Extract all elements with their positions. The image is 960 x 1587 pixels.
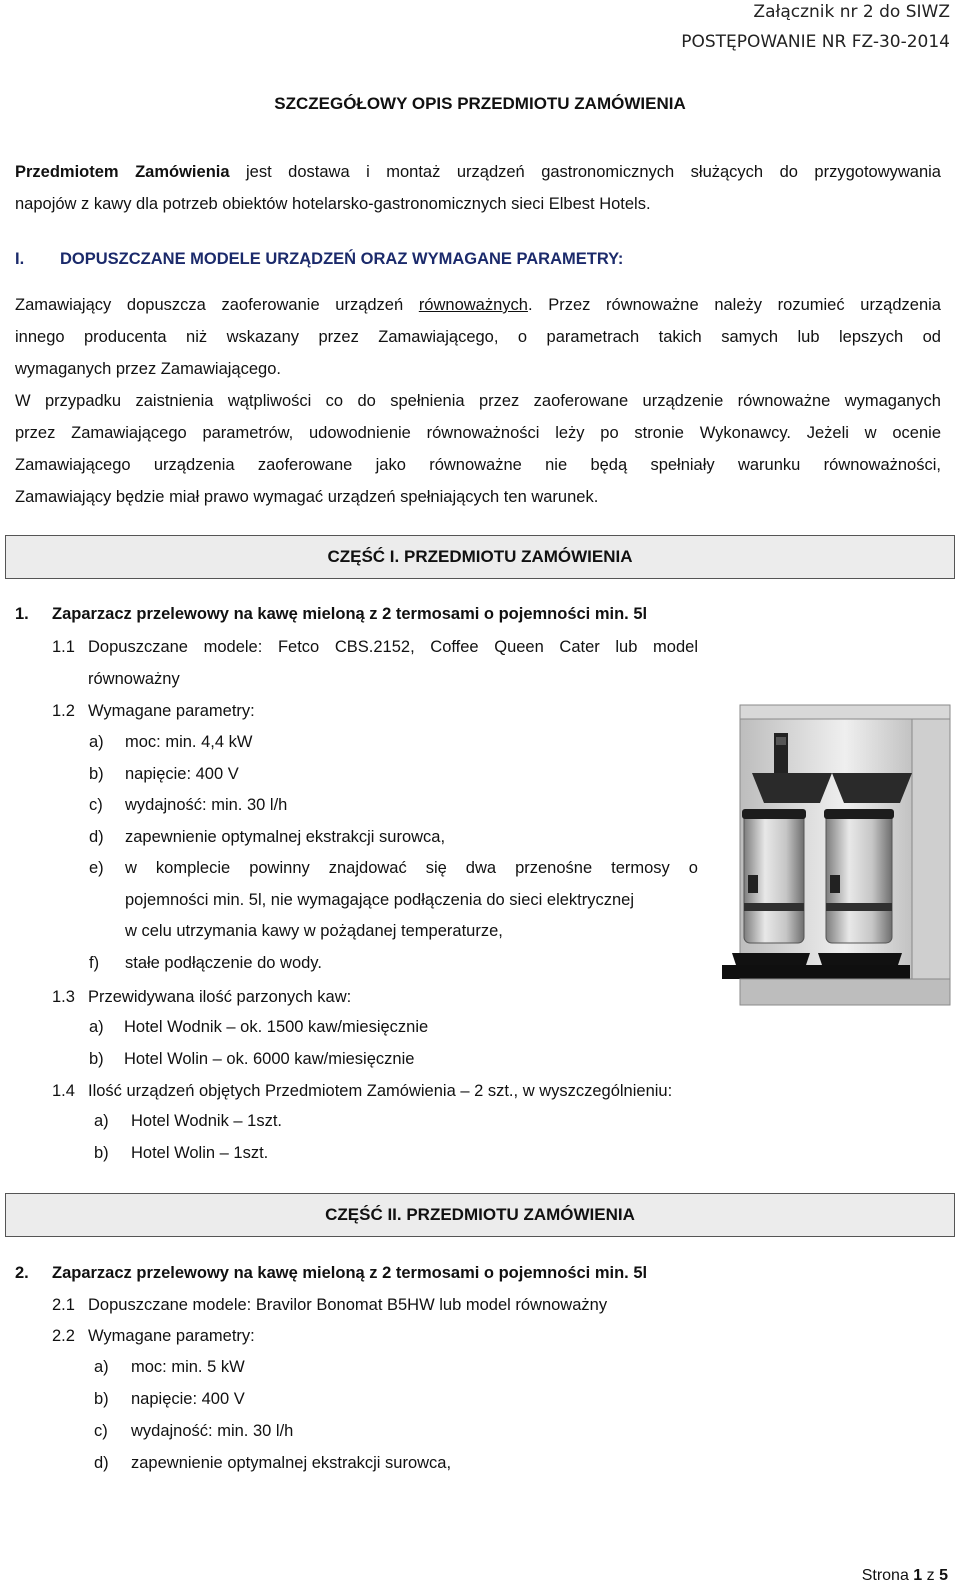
equivalence-para-line-1 [15, 296, 941, 315]
part-2-banner [5, 1193, 955, 1237]
item-1-number: 1. [15, 605, 29, 623]
sub-1-1-number: 1.1 [52, 638, 75, 656]
footer-text: z [922, 1567, 940, 1584]
doubt-para-line-3: Zamawiającego urządzenia zaoferowane jako równoważne nie będą spełniały warunku równoważności, [15, 456, 941, 474]
list-item-marker: d) [94, 1454, 109, 1472]
equivalence-para-line-3: wymaganych przez Zamawiającego. [15, 360, 281, 378]
sub-2-1-text: Dopuszczane modele: Bravilor Bonomat B5HW lub model równoważny [88, 1296, 608, 1314]
list-item-text: w celu utrzymania kawy w pożądanej temperaturze, [125, 922, 503, 940]
list-item-text: Hotel Wolin – 1szt. [131, 1144, 269, 1162]
list-item-marker: a) [94, 1358, 109, 1376]
part-2-banner-text: CZĘŚĆ II. PRZEDMIOTU ZAMÓWIENIA [325, 1205, 635, 1224]
list-item-text: Hotel Wodnik – ok. 1500 kaw/miesięcznie [124, 1018, 429, 1036]
list-item-marker: a) [89, 733, 104, 751]
procedure-number: POSTĘPOWANIE NR FZ-30-2014 [681, 32, 950, 52]
doubt-para-line-2: przez Zamawiającego parametrów, udowodnienie równoważności leży po stronie Wykonawcy. Jeżeli w ocenie [15, 424, 941, 442]
list-item-marker: b) [89, 764, 104, 783]
item-2-heading: Zaparzacz przelewowy na kawę mieloną z 2 termosami o pojemności min. 5l [52, 1264, 648, 1282]
page-total: 5 [939, 1567, 948, 1584]
list-item-text: moc: min. 4,4 kW [125, 733, 253, 751]
list-item-text: stałe podłączenie do wody. [125, 953, 322, 972]
list-item-text: Hotel Wodnik – 1szt. [131, 1112, 283, 1130]
sub-2-2-number: 2.2 [52, 1327, 75, 1345]
sub-1-3-text: Przewidywana ilość parzonych kaw: [88, 988, 352, 1006]
intro-line-2: napojów z kawy dla potrzeb obiektów hotelarsko-gastronomicznych sieci Elbest Hotels. [15, 195, 651, 213]
list-item-marker: b) [94, 1390, 109, 1408]
list-item-text: napięcie: 400 V [131, 1390, 245, 1408]
sub-1-1-line-1: Dopuszczane modele: Fetco CBS.2152, Coffee Queen Cater lub model [88, 638, 698, 656]
text-fragment: . Przez równoważne należy rozumieć urządzenia [527, 296, 941, 314]
list-item-marker: b) [94, 1144, 109, 1162]
list-item-marker: d) [89, 827, 104, 846]
list-item-marker: f) [89, 953, 100, 972]
section-number: I. [15, 250, 25, 268]
list-item-marker: a) [89, 1018, 104, 1036]
sub-2-2-text: Wymagane parametry: [88, 1327, 255, 1345]
doubt-para-line-4: Zamawiający będzie miał prawo wymagać urządzeń spełniających ten warunek. [15, 488, 599, 506]
list-item-text: w komplecie powinny znajdować się dwa przenośne termosy o [125, 859, 698, 877]
list-item-text: pojemności min. 5l, nie wymagające podłączenia do sieci elektrycznej [125, 890, 635, 909]
item-2-number: 2. [15, 1264, 29, 1282]
doubt-para-line-1: W przypadku zaistnienia wątpliwości co do spełnienia przez zaoferowane urządzenie równoważne wymaganych [15, 392, 941, 410]
list-item-text: Hotel Wolin – ok. 6000 kaw/miesięcznie [124, 1050, 415, 1068]
list-item-text: wydajność: min. 30 l/h [131, 1422, 294, 1440]
intro-rest: jest dostawa i montaż urządzeń gastronomicznych służących do przygotowywania [229, 163, 941, 181]
intro-line-1 [15, 163, 941, 182]
attachment-label: Załącznik nr 2 do SIWZ [753, 2, 950, 22]
footer-text: Strona [861, 1567, 914, 1584]
coffee-brewer-image [722, 703, 954, 1015]
list-item-text: zapewnienie optymalnej ekstrakcji surowca, [131, 1454, 452, 1472]
underlined-term: równoważnych [418, 296, 528, 314]
sub-2-1-number: 2.1 [52, 1296, 75, 1314]
equivalence-para-line-2: innego producenta niż wskazany przez Zamawiającego, o parametrach takich samych lub lepszych od [15, 328, 941, 346]
sub-1-3-number: 1.3 [52, 988, 75, 1006]
part-1-banner-text: CZĘŚĆ I. PRZEDMIOTU ZAMÓWIENIA [327, 547, 633, 566]
section-heading: DOPUSZCZANE MODELE URZĄDZEŃ ORAZ WYMAGANE PARAMETRY: [60, 250, 624, 268]
sub-1-4-number: 1.4 [52, 1082, 75, 1100]
text-fragment: Zamawiający dopuszcza zaoferowanie urządzeń [15, 296, 419, 314]
list-item-marker: c) [89, 796, 103, 814]
document-title: SZCZEGÓŁOWY OPIS PRZEDMIOTU ZAMÓWIENIA [274, 94, 686, 113]
sub-1-1-line-2: równoważny [88, 670, 180, 688]
item-1-heading: Zaparzacz przelewowy na kawę mieloną z 2 termosami o pojemności min. 5l [52, 605, 648, 623]
part-1-banner [5, 535, 955, 579]
page-number: 1 [913, 1567, 923, 1584]
intro-lead: Przedmiotem Zamówienia [15, 163, 230, 181]
list-item-text: napięcie: 400 V [125, 764, 239, 783]
list-item-marker: b) [89, 1050, 104, 1068]
list-item-text: zapewnienie optymalnej ekstrakcji surowca, [125, 827, 446, 846]
list-item-marker: e) [89, 859, 104, 877]
list-item-marker: a) [94, 1112, 109, 1130]
list-item-marker: c) [94, 1422, 108, 1440]
sub-1-4-text: Ilość urządzeń objętych Przedmiotem Zamówienia – 2 szt., w wyszczególnieniu: [88, 1082, 673, 1100]
sub-1-2-number: 1.2 [52, 702, 75, 720]
page-footer [862, 1567, 948, 1585]
sub-1-2-text: Wymagane parametry: [88, 702, 255, 720]
list-item-text: wydajność: min. 30 l/h [125, 796, 288, 814]
list-item-text: moc: min. 5 kW [131, 1358, 245, 1376]
